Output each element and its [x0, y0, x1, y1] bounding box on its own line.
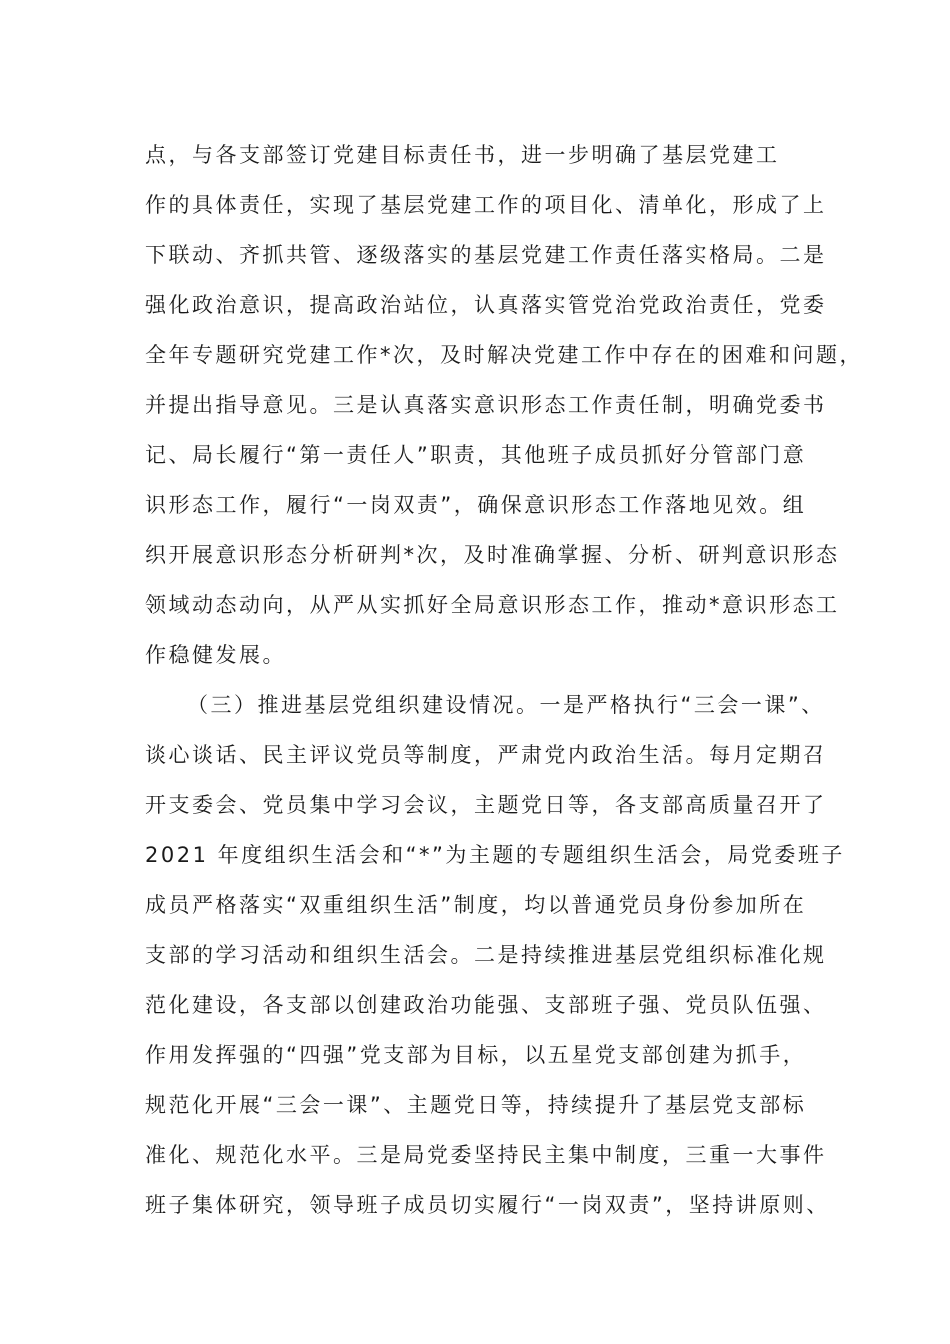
paragraph-1-line: 作稳健发展。	[145, 643, 286, 667]
paragraph-2-line: 成员严格落实“双重组织生活”制度，均以普通党员身份参加所在	[145, 893, 807, 917]
paragraph-2-heading-line: （三）推进基层党组织建设情况。一是严格执行“三会一课”、	[187, 693, 825, 717]
paragraph-1-line: 并提出指导意见。三是认真落实意识形态工作责任制，明确党委书	[145, 393, 827, 417]
paragraph-1-line: 作的具体责任，实现了基层党建工作的项目化、清单化，形成了上	[145, 193, 827, 217]
paragraph-1-line: 记、局长履行“第一责任人”职责，其他班子成员抓好分管部门意	[145, 443, 807, 467]
paragraph-2-line: 2021 年度组织生活会和“*”为主题的专题组织生活会，局党委班子	[145, 843, 845, 867]
paragraph-2-line: 范化建设，各支部以创建政治功能强、支部班子强、党员队伍强、	[145, 993, 827, 1017]
paragraph-1-line: 领域动态动向，从严从实抓好全局意识形态工作，推动*意识形态工	[145, 593, 840, 617]
paragraph-1-line: 织开展意识形态分析研判*次，及时准确掌握、分析、研判意识形态	[145, 543, 840, 567]
paragraph-2-line: 准化、规范化水平。三是局党委坚持民主集中制度，三重一大事件	[145, 1143, 827, 1167]
paragraph-2-line: 开支委会、党员集中学习会议，主题党日等，各支部高质量召开了	[145, 793, 827, 817]
paragraph-2-line: 支部的学习活动和组织生活会。二是持续推进基层党组织标准化规	[145, 943, 827, 967]
paragraph-2-line: 规范化开展“三会一课”、主题党日等，持续提升了基层党支部标	[145, 1093, 807, 1117]
paragraph-2-line: 班子集体研究，领导班子成员切实履行“一岗双责”，坚持讲原则、	[145, 1193, 830, 1217]
paragraph-1-line: 下联动、齐抓共管、逐级落实的基层党建工作责任落实格局。二是	[145, 243, 827, 267]
paragraph-1-line: 强化政治意识，提高政治站位，认真落实管党治党政治责任，党委	[145, 293, 827, 317]
paragraph-2-line: 作用发挥强的“四强”党支部为目标，以五星党支部创建为抓手，	[145, 1043, 807, 1067]
paragraph-2-line: 谈心谈话、民主评议党员等制度，严肃党内政治生活。每月定期召	[145, 743, 827, 767]
paragraph-1-line: 点，与各支部签订党建目标责任书，进一步明确了基层党建工	[145, 143, 780, 167]
paragraph-1-line: 全年专题研究党建工作*次，及时解决党建工作中存在的困难和问题，	[145, 343, 863, 367]
document-body	[145, 130, 863, 1230]
paragraph-1-line: 识形态工作，履行“一岗双责”，确保意识形态工作落地见效。组	[145, 493, 807, 517]
